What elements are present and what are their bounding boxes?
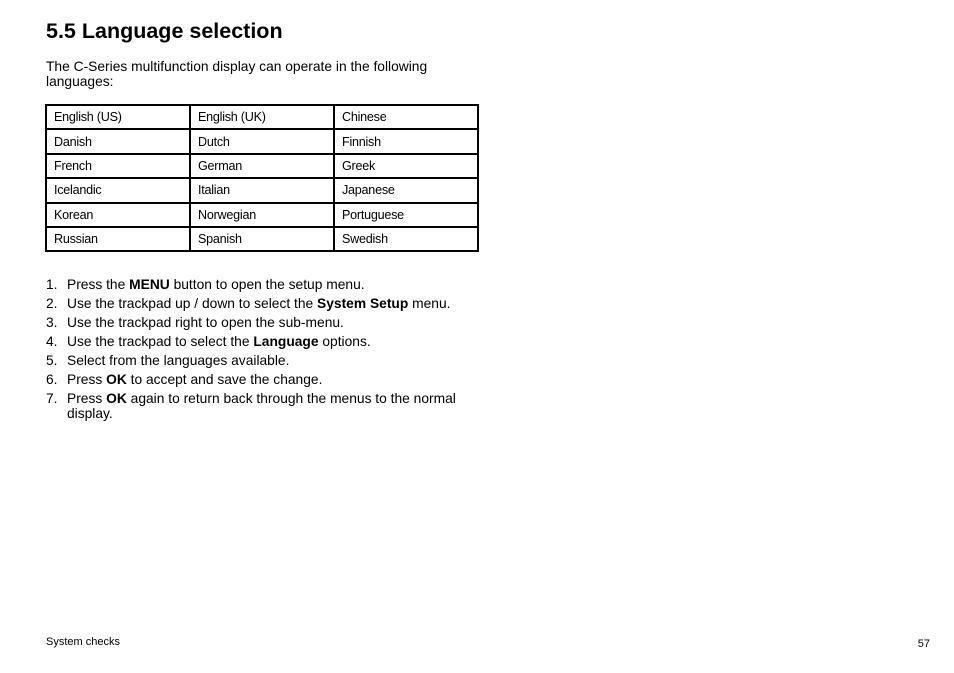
step-text: to accept and save the change. [126, 372, 323, 387]
language-cell: Russian [46, 227, 190, 251]
step-text: menu. [408, 296, 451, 311]
language-cell: Norwegian [190, 203, 334, 227]
table-row [46, 129, 478, 153]
language-cell: Danish [46, 129, 190, 153]
language-cell: Dutch [190, 129, 334, 153]
step-text: Use the trackpad to select the [67, 334, 254, 349]
language-cell: Korean [46, 203, 190, 227]
page-title: 5.5 Language selection [46, 19, 283, 43]
table-row [46, 203, 478, 227]
step-item [46, 353, 486, 368]
steps-list [46, 277, 486, 425]
page-number: 57 [917, 638, 930, 650]
step-text: Press [67, 391, 107, 406]
language-cell: Spanish [190, 227, 334, 251]
step-keyword: System Setup [317, 296, 409, 311]
step-number: 4. [46, 334, 58, 349]
step-text: Select from the languages available. [67, 353, 290, 368]
step-number: 5. [46, 353, 58, 368]
language-cell: English (UK) [190, 105, 334, 129]
language-table [45, 104, 479, 252]
step-item [46, 334, 486, 349]
language-cell: Greek [334, 154, 478, 178]
step-number: 6. [46, 372, 58, 387]
step-item [46, 372, 486, 387]
step-keyword: Language [253, 334, 319, 349]
table-row [46, 227, 478, 251]
step-text: options. [318, 334, 371, 349]
footer-section-title: System checks [46, 636, 120, 648]
step-number: 7. [46, 391, 58, 406]
language-cell: Icelandic [46, 178, 190, 202]
language-cell: Portuguese [334, 203, 478, 227]
step-text: again to return back through the menus to the normal display. [67, 391, 456, 421]
step-keyword: MENU [129, 277, 170, 292]
step-text: button to open the setup menu. [169, 277, 365, 292]
step-item [46, 277, 486, 292]
step-keyword: OK [106, 391, 127, 406]
language-cell: Finnish [334, 129, 478, 153]
step-number: 1. [46, 277, 58, 292]
step-number: 2. [46, 296, 58, 311]
table-row [46, 178, 478, 202]
language-cell: Swedish [334, 227, 478, 251]
language-cell: Italian [190, 178, 334, 202]
step-text: Press the [67, 277, 130, 292]
step-text: Use the trackpad up / down to select the [67, 296, 318, 311]
step-item [46, 315, 486, 330]
step-text: Press [67, 372, 107, 387]
table-row [46, 154, 478, 178]
language-cell: Japanese [334, 178, 478, 202]
table-row [46, 105, 478, 129]
step-text: Use the trackpad right to open the sub-menu. [67, 315, 344, 330]
language-cell: English (US) [46, 105, 190, 129]
step-item [46, 296, 486, 311]
step-keyword: OK [106, 372, 127, 387]
intro-paragraph: The C-Series multifunction display can operate in the following languages: [46, 59, 428, 89]
language-cell: Chinese [334, 105, 478, 129]
language-cell: German [190, 154, 334, 178]
step-number: 3. [46, 315, 58, 330]
language-cell: French [46, 154, 190, 178]
step-item [46, 391, 486, 421]
